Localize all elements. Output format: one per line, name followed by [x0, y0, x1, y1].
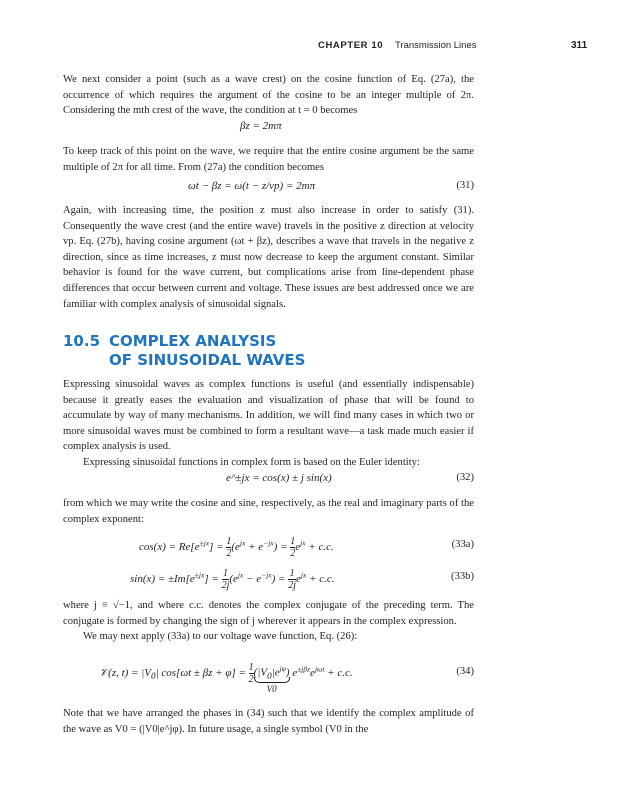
equation-32 — [63, 472, 474, 488]
paragraph-4 — [63, 377, 474, 471]
paragraph-text: Expressing sinusoidal waves as complex functions is useful (and essentially indispensable) because it greatly eases the evaluation and visualization of phase that will be found to accumulate by way of many mechanisms. In addition, we will find many cases in which two or more sinusoidal waves must be combined to form a resultant wave—a task made much easier if complex analysis is used. — [63, 379, 474, 453]
equation-33a-body: $\cos(x) = Re[e^{\pm jx}]$ = $\frac{1}{2}$ $(e^{jx} + e^{-jx})$ = $\frac{1}{2}$ $e^{jx} + c.c$. — [139, 536, 334, 559]
paragraph-text: We next consider a point (such as a wave crest) on the cosine function of Eq. (27a), the occurrence of which requires the argument of the cosine to be an integer multiple of 2π. Considering the mth crest of the wave, the condition at t = 0 becomes — [63, 74, 474, 117]
equation-33b — [63, 564, 474, 594]
equation-31-body: ωt − βz = ω(t − z/vp) = 2mπ — [188, 180, 316, 192]
section-heading — [63, 332, 305, 370]
running-header — [0, 40, 627, 54]
page-number: 311 — [571, 40, 588, 51]
paragraph-6 — [63, 496, 474, 527]
paragraph-text: Again, with increasing time, the position z must also increase in order to satisfy (31). Consequently the wave crest (and the entire wave) travels in the positive z direction at velocity vp. Eq. (27b), having cosine argument (ωt + βz), describes a wave that travels in the negative z direction, since as time increases, z must now decrease to keep the argument constant. Similar behavior is found for the wave current, but complications arise from line-dependent phase differences that occur between current and voltage. These issues are best addressed once we are familiar with complex analysis of sinusoidal signals. — [63, 205, 474, 310]
paragraph-text: where j ≡ √−1, and where c.c. denotes the complex conjugate of the preceding term. The conjugate is formed by changing the sign of j wherever it appears in the complex expression. — [63, 600, 474, 627]
equation-33a-number: (33a) — [451, 539, 474, 550]
paragraph-1 — [63, 72, 474, 119]
paragraph-text: Note that we have arranged the phases in (34) such that we identify the complex amplitude of the wave as V0 = (|V0|e^jφ). In future usage, a single symbol (V0 in the — [63, 708, 474, 735]
equation-33a — [63, 532, 474, 562]
section-title-line1: COMPLEX ANALYSIS — [109, 332, 277, 350]
underbrace-group: $(|V_0|e^{j\varphi})$ V0 — [253, 664, 290, 695]
paragraph-7 — [63, 598, 474, 645]
section-title-line2: OF SINUSOIDAL WAVES — [109, 351, 306, 369]
equation-34-body: 𝒱(z, $t) = |V_0|$ cos[ωt ± βz + φ] = $\frac{1}{2}$ $(|V_0|e^{j\varphi})$ V0 $e^{\pm j\beta z}e^{j\omega t} + c.c$. — [99, 662, 353, 695]
chapter-title: Transmission Lines — [395, 40, 477, 51]
paragraph-text: To keep track of this point on the wave, we require that the entire cosine argument be the same multiple of 2π for all time. From (27a) the condition becomes — [63, 146, 474, 173]
equation-31-number: (31) — [456, 180, 474, 191]
section-number: 10.5 — [63, 332, 101, 350]
equation-33b-number: (33b) — [451, 571, 474, 582]
equation-crest-body: βz = 2mπ — [240, 120, 282, 132]
equation-32-number: (32) — [456, 472, 474, 483]
underbrace-icon — [254, 677, 290, 683]
equation-34-number: (34) — [456, 666, 474, 677]
paragraph-8: We may next apply (33a) to our voltage wave function, Eq. (26): — [83, 631, 358, 643]
equation-32-body: e^±jx = cos(x) ± j sin(x) — [226, 472, 332, 484]
paragraph-text: from which we may write the cosine and sine, respectively, as the real and imaginary parts of the complex exponent: — [63, 498, 474, 525]
paragraph-3 — [63, 203, 474, 312]
paragraph-2 — [63, 144, 474, 175]
equation-33b-body: $\sin(x) = \pm Im[e^{\pm jx}]$ = $\frac{1}{2j}$ $(e^{jx} - e^{-jx})$ = $\frac{1}{2j}$ $e^{jx} + c.c$. — [130, 568, 335, 591]
equation-31 — [63, 180, 474, 196]
chapter-label: CHAPTER 10 — [318, 40, 384, 51]
paragraph-5: Expressing sinusoidal functions in complex form is based on the Euler identity: — [83, 456, 420, 468]
equation-crest — [63, 120, 474, 136]
paragraph-9 — [63, 706, 474, 737]
underbrace-label: V0 — [266, 684, 277, 695]
equation-34 — [63, 662, 474, 700]
